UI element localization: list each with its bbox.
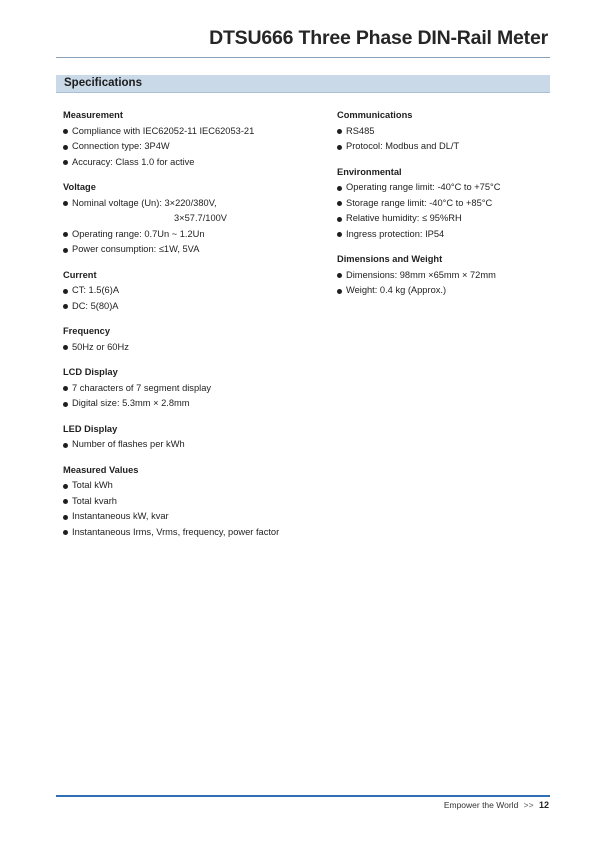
page-number: 12 <box>538 800 549 810</box>
spec-list <box>63 437 328 453</box>
spec-list <box>337 180 557 242</box>
spec-item: Operating range: 0.7Un ~ 1.2Un <box>63 227 328 243</box>
footer-slogan: Empower the World <box>443 800 519 810</box>
spec-group-title: Frequency <box>63 326 111 336</box>
title-divider <box>56 57 550 58</box>
spec-list <box>63 340 328 356</box>
spec-group <box>337 165 557 243</box>
spec-list <box>337 268 557 299</box>
spec-group-title: Measurement <box>63 110 123 120</box>
spec-item: Storage range limit: -40°C to +85°C <box>337 196 557 212</box>
spec-item: Dimensions: 98mm ×65mm × 72mm <box>337 268 557 284</box>
spec-item: Instantaneous kW, kvar <box>63 509 328 525</box>
spec-item: Compliance with IEC62052-11 IEC62053-21 <box>63 124 328 140</box>
spec-group-title: Current <box>63 269 97 280</box>
spec-item: Protocol: Modbus and DL/T <box>337 139 557 155</box>
spec-group-title: Voltage <box>63 182 96 192</box>
spec-item: Connection type: 3P4W <box>63 139 328 155</box>
spec-item: Total kvarh <box>63 494 328 510</box>
spec-item: Operating range limit: -40°C to +75°C <box>337 180 557 196</box>
spec-item: 50Hz or 60Hz <box>63 340 328 356</box>
spec-list <box>63 381 328 412</box>
spec-list <box>337 124 557 155</box>
section-header-bar <box>56 75 550 93</box>
spec-group <box>63 268 328 315</box>
spec-list <box>63 283 328 314</box>
spec-group <box>337 108 557 155</box>
spec-item: Weight: 0.4 kg (Approx.) <box>337 283 557 299</box>
spec-item: Nominal voltage (Un): 3×220/380V, <box>63 196 328 212</box>
spec-item: Accuracy: Class 1.0 for active <box>63 155 328 171</box>
document-title: DTSU666 Three Phase DIN-Rail Meter <box>209 27 548 49</box>
spec-item: RS485 <box>337 124 557 140</box>
spec-item: DC: 5(80)A <box>63 299 328 315</box>
spec-list <box>63 478 328 540</box>
spec-item: 3×57.7/100V <box>174 213 227 223</box>
spec-item: CT: 1.5(6)A <box>63 283 328 299</box>
spec-item: Relative humidity: ≤ 95%RH <box>337 211 557 227</box>
spec-group-title: LCD Display <box>63 367 118 377</box>
spec-group <box>63 365 328 412</box>
spec-group-title: Communications <box>337 110 413 120</box>
spec-group <box>63 422 328 453</box>
spec-group-title: Measured Values <box>63 464 139 475</box>
spec-group <box>63 463 328 541</box>
spec-item: Total kWh <box>63 478 328 494</box>
spec-group-title: Environmental <box>337 166 402 177</box>
spec-item: Power consumption: ≤1W, 5VA <box>63 242 328 258</box>
spec-group <box>63 324 328 355</box>
spec-group-title: LED Display <box>63 423 118 434</box>
footer-divider <box>56 795 550 797</box>
spec-list <box>63 196 328 258</box>
spec-list <box>63 124 328 171</box>
spec-group-title: Dimensions and Weight <box>337 254 443 264</box>
spec-item: Ingress protection: IP54 <box>337 227 557 243</box>
spec-item: 7 characters of 7 segment display <box>63 381 328 397</box>
spec-item: Number of flashes per kWh <box>63 437 328 453</box>
page-footer <box>444 800 549 810</box>
spec-column-left <box>63 108 328 550</box>
spec-item: Digital size: 5.3mm × 2.8mm <box>63 396 328 412</box>
footer-arrows: >> <box>523 800 534 810</box>
spec-group <box>337 252 557 299</box>
spec-item: Instantaneous Irms, Vrms, frequency, power factor <box>63 525 328 541</box>
section-title: Specifications <box>64 77 142 89</box>
spec-group <box>63 108 328 170</box>
spec-column-right <box>337 108 557 309</box>
spec-group <box>63 180 328 258</box>
